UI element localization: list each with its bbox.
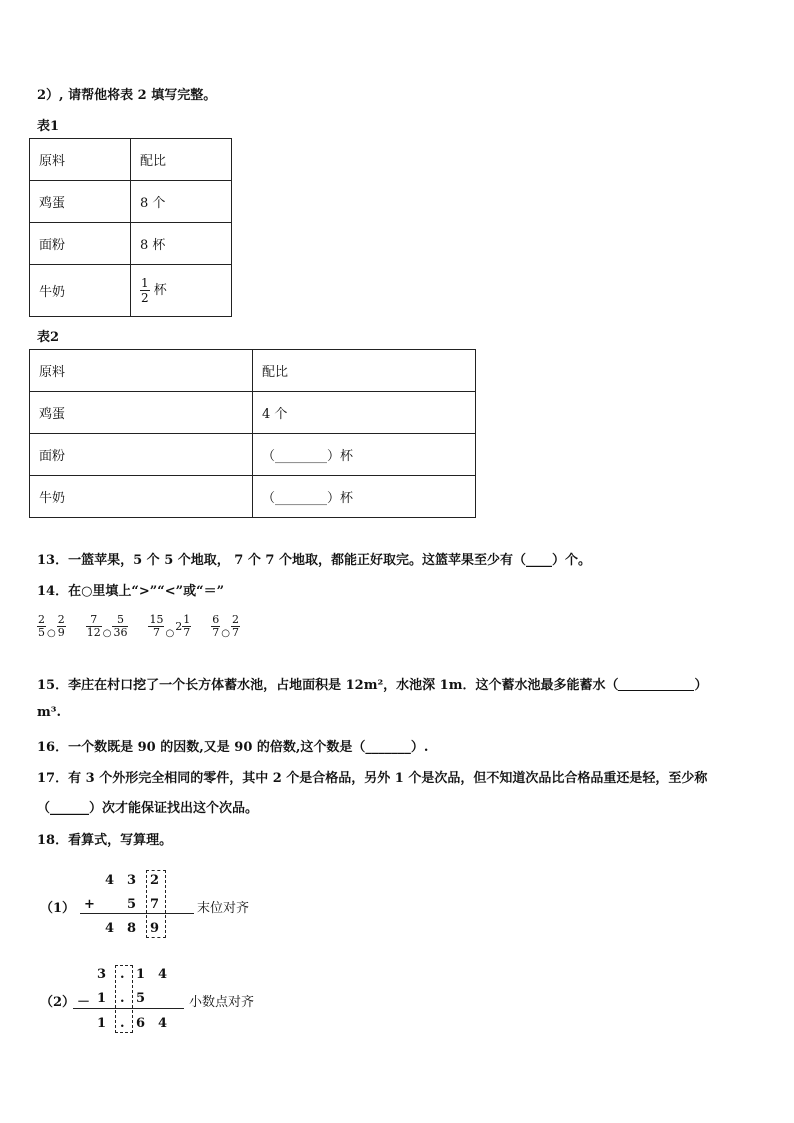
denominator: 36 <box>113 626 128 639</box>
numerator: 2 <box>57 613 65 626</box>
digit: 9 <box>150 921 160 936</box>
fraction <box>140 276 150 305</box>
numerator: 2 <box>38 613 45 626</box>
digit: 5 <box>127 897 137 912</box>
denominator: 9 <box>57 626 65 639</box>
sum-line <box>80 913 194 914</box>
table-2 <box>29 349 476 518</box>
table-1 <box>29 138 232 317</box>
table-cell: 原料 <box>30 350 253 392</box>
table-cell: （________）杯 <box>253 476 476 518</box>
table-cell: （________）杯 <box>253 434 476 476</box>
digit: 3 <box>97 967 107 982</box>
denominator: 7 <box>152 626 160 639</box>
problem-2-label: （2） <box>40 995 76 1010</box>
denominator: 7 <box>212 626 220 639</box>
table-row <box>30 350 476 392</box>
table-cell: 鸡蛋 <box>30 181 131 223</box>
decimal-point: . <box>120 1016 125 1031</box>
table-cell: 面粉 <box>30 223 131 265</box>
numerator: 15 <box>149 613 164 626</box>
table-row <box>30 181 232 223</box>
table-cell: 牛奶 <box>30 476 253 518</box>
digit: 6 <box>136 1016 146 1031</box>
table-cell: 面粉 <box>30 434 253 476</box>
table-row <box>30 139 232 181</box>
digit: 2 <box>150 873 160 888</box>
problem-1-label: （1） <box>40 901 76 916</box>
question-15-text: 15．李庄在村口挖了一个长方体蓄水池，占地面积是 12m²，水池深 1m．这个蓄水池最多能蓄水（ <box>37 678 619 693</box>
digit: 7 <box>150 897 160 912</box>
table-cell: 8 杯 <box>131 223 232 265</box>
table-cell: 4 个 <box>253 392 476 434</box>
fraction <box>37 614 46 639</box>
comparison-item <box>37 614 66 639</box>
fraction <box>112 614 128 639</box>
fraction <box>211 614 220 639</box>
compare-circle[interactable]: ○ <box>102 628 112 639</box>
table-1-title: 表1 <box>37 119 60 134</box>
digit: 8 <box>127 921 137 936</box>
comparison-item <box>211 614 240 639</box>
table-cell: 鸡蛋 <box>30 392 253 434</box>
minus-sign: － <box>77 995 91 1010</box>
table-cell: 牛奶 <box>30 265 131 317</box>
numerator: 7 <box>86 614 102 627</box>
compare-circle[interactable]: ○ <box>47 628 56 639</box>
fraction <box>86 614 102 639</box>
fraction <box>182 614 191 639</box>
denominator: 2 <box>141 291 149 305</box>
denominator: 12 <box>86 626 101 639</box>
question-14: 14．在○里填上“>”“<”或“＝” <box>37 584 225 599</box>
numerator: 6 <box>212 613 220 626</box>
comparison-row <box>37 614 240 639</box>
comparison-item <box>86 614 129 639</box>
question-16: 16．一个数既是 90 的因数,又是 90 的倍数,这个数是（_______）. <box>37 740 429 755</box>
whole-number: 2 <box>175 620 183 633</box>
fraction <box>231 614 240 639</box>
table-row <box>30 392 476 434</box>
question-12-part-2: 2）, 请帮他将表 2 填写完整。 <box>37 88 217 103</box>
table-2-title: 表2 <box>37 330 60 345</box>
digit: 1 <box>136 967 146 982</box>
table-row <box>30 434 476 476</box>
question-15-close: ） <box>694 678 708 693</box>
numerator: 5 <box>112 614 128 627</box>
digit: 1 <box>97 991 107 1006</box>
table-cell: 配比 <box>131 139 232 181</box>
answer-blank[interactable] <box>618 679 694 691</box>
digit: 4 <box>105 921 115 936</box>
table-row <box>30 265 232 317</box>
digit: 5 <box>136 991 146 1006</box>
decimal-point: . <box>120 991 125 1006</box>
plus-sign: + <box>84 897 95 912</box>
rule-note: 小数点对齐 <box>189 995 255 1010</box>
rule-note: 末位对齐 <box>197 901 250 916</box>
table-cell: 8 个 <box>131 181 232 223</box>
difference-line <box>73 1008 184 1009</box>
table-row <box>30 223 232 265</box>
table-cell: 原料 <box>30 139 131 181</box>
fraction <box>148 614 164 639</box>
table-cell <box>131 265 232 317</box>
denominator: 7 <box>231 626 239 639</box>
question-15 <box>37 674 708 693</box>
denominator: 5 <box>38 626 45 639</box>
digit: 1 <box>97 1016 107 1031</box>
numerator: 1 <box>183 613 191 626</box>
question-17-line-1: 17．有 3 个外形完全相同的零件，其中 2 个是合格品，另外 1 个是次品，但不知道次品比合格品重还是轻，至少称 <box>37 771 708 786</box>
question-15-unit: m³. <box>37 705 61 720</box>
comparison-item <box>148 614 191 639</box>
question-13: 13．一篮苹果，5 个 5 个地取， 7 个 7 个地取，都能正好取完。这篮苹果至少有（____）个。 <box>37 553 591 568</box>
decimal-point: . <box>120 967 125 982</box>
fraction <box>57 614 66 639</box>
numerator: 1 <box>141 276 149 290</box>
table-cell: 配比 <box>253 350 476 392</box>
denominator: 7 <box>183 626 191 639</box>
question-18: 18．看算式，写算理。 <box>37 833 173 848</box>
digit: 4 <box>158 1016 168 1031</box>
unit-label: 杯 <box>153 283 167 298</box>
digit: 4 <box>158 967 168 982</box>
numerator: 2 <box>231 613 239 626</box>
compare-circle[interactable]: ○ <box>221 628 230 639</box>
digit: 3 <box>127 873 137 888</box>
question-17-line-2: （______）次才能保证找出这个次品。 <box>37 801 259 816</box>
digit: 4 <box>105 873 115 888</box>
compare-circle[interactable]: ○ <box>165 628 175 639</box>
table-row <box>30 476 476 518</box>
